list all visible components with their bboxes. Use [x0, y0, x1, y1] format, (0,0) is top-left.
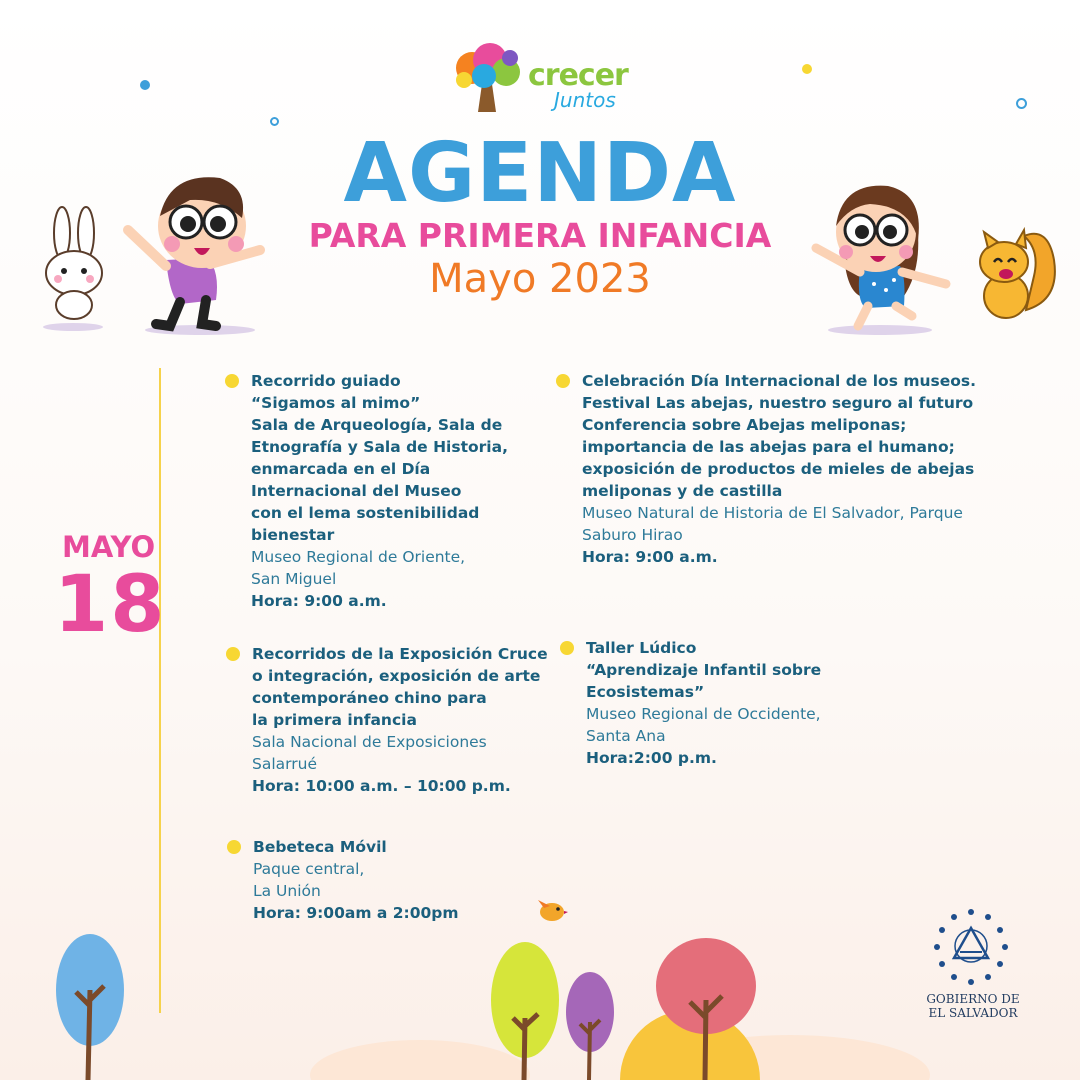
event-title: Recorridos de la Exposición Cruce o integración, exposición de arte contemporáneo chino para la primera infancia [252, 645, 548, 729]
event-place: Museo Natural de Historia de El Salvador, Parque Saburo Hirao [582, 504, 963, 544]
bird-icon [536, 898, 568, 924]
event-bullet-icon [226, 647, 240, 661]
government-line-2: EL SALVADOR [928, 1006, 1018, 1020]
event-time: Hora: 9:00 a.m. [582, 548, 718, 566]
event-item [586, 637, 886, 769]
decor-dot [802, 64, 812, 74]
event-bullet-icon [227, 840, 241, 854]
date-day: 18 [54, 560, 167, 650]
el-salvador-coat-of-arms-icon [930, 906, 1012, 988]
page-month: Mayo 2023 [429, 256, 651, 302]
government-line-1: GOBIERNO DE [926, 992, 1020, 1006]
page-subtitle: PARA PRIMERA INFANCIA [308, 216, 772, 255]
event-bullet-icon [225, 374, 239, 388]
event-time: Hora: 9:00am a 2:00pm [253, 904, 459, 922]
event-title: Celebración Día Internacional de los museos. Festival Las abejas, nuestro seguro al futuro Conferencia sobre Abejas meliponas; importancia de las abejas para el humano; exposición de productos de mieles de abejas meliponas y de castilla [582, 372, 977, 500]
event-time: Hora: 9:00 a.m. [251, 592, 387, 610]
date-month: MAYO [62, 530, 156, 564]
event-place: Museo Regional de Oriente, San Miguel [251, 548, 466, 588]
timeline-line [159, 368, 161, 1013]
event-item [253, 836, 513, 924]
decor-dot [140, 80, 150, 90]
government-label [918, 992, 1028, 1020]
decor-dot [270, 117, 279, 126]
event-time: Hora:2:00 p.m. [586, 749, 717, 767]
event-place: Paque central, La Unión [253, 860, 365, 900]
boy-illustration-icon [110, 168, 278, 336]
event-item [252, 643, 562, 797]
event-bullet-icon [556, 374, 570, 388]
squirrel-illustration-icon [970, 220, 1060, 330]
logo-word-crecer: crecer [528, 58, 628, 93]
event-bullet-icon [560, 641, 574, 655]
logo-word-juntos: Juntos [554, 88, 616, 112]
crecer-juntos-logo-icon [448, 40, 526, 116]
event-time: Hora: 10:00 a.m. – 10:00 p.m. [252, 777, 511, 795]
event-place: Sala Nacional de Exposiciones Salarrué [252, 733, 487, 773]
event-title: Bebeteca Móvil [253, 838, 387, 856]
event-item [251, 370, 551, 612]
page-title: AGENDA [343, 126, 737, 221]
decor-dot [1016, 98, 1027, 109]
event-title: Recorrido guiado “Sigamos al mimo” Sala de Arqueología, Sala de Etnografía y Sala de Historia, enmarcada en el Día Internacional del Museo con el lema sostenibilidad bienestar [251, 372, 508, 544]
event-place: Museo Regional de Occidente, Santa Ana [586, 705, 821, 745]
bunny-illustration-icon [32, 205, 114, 333]
event-title: Taller Lúdico “Aprendizaje Infantil sobre Ecosistemas” [586, 639, 822, 701]
girl-illustration-icon [800, 176, 960, 336]
event-item [582, 370, 1002, 568]
